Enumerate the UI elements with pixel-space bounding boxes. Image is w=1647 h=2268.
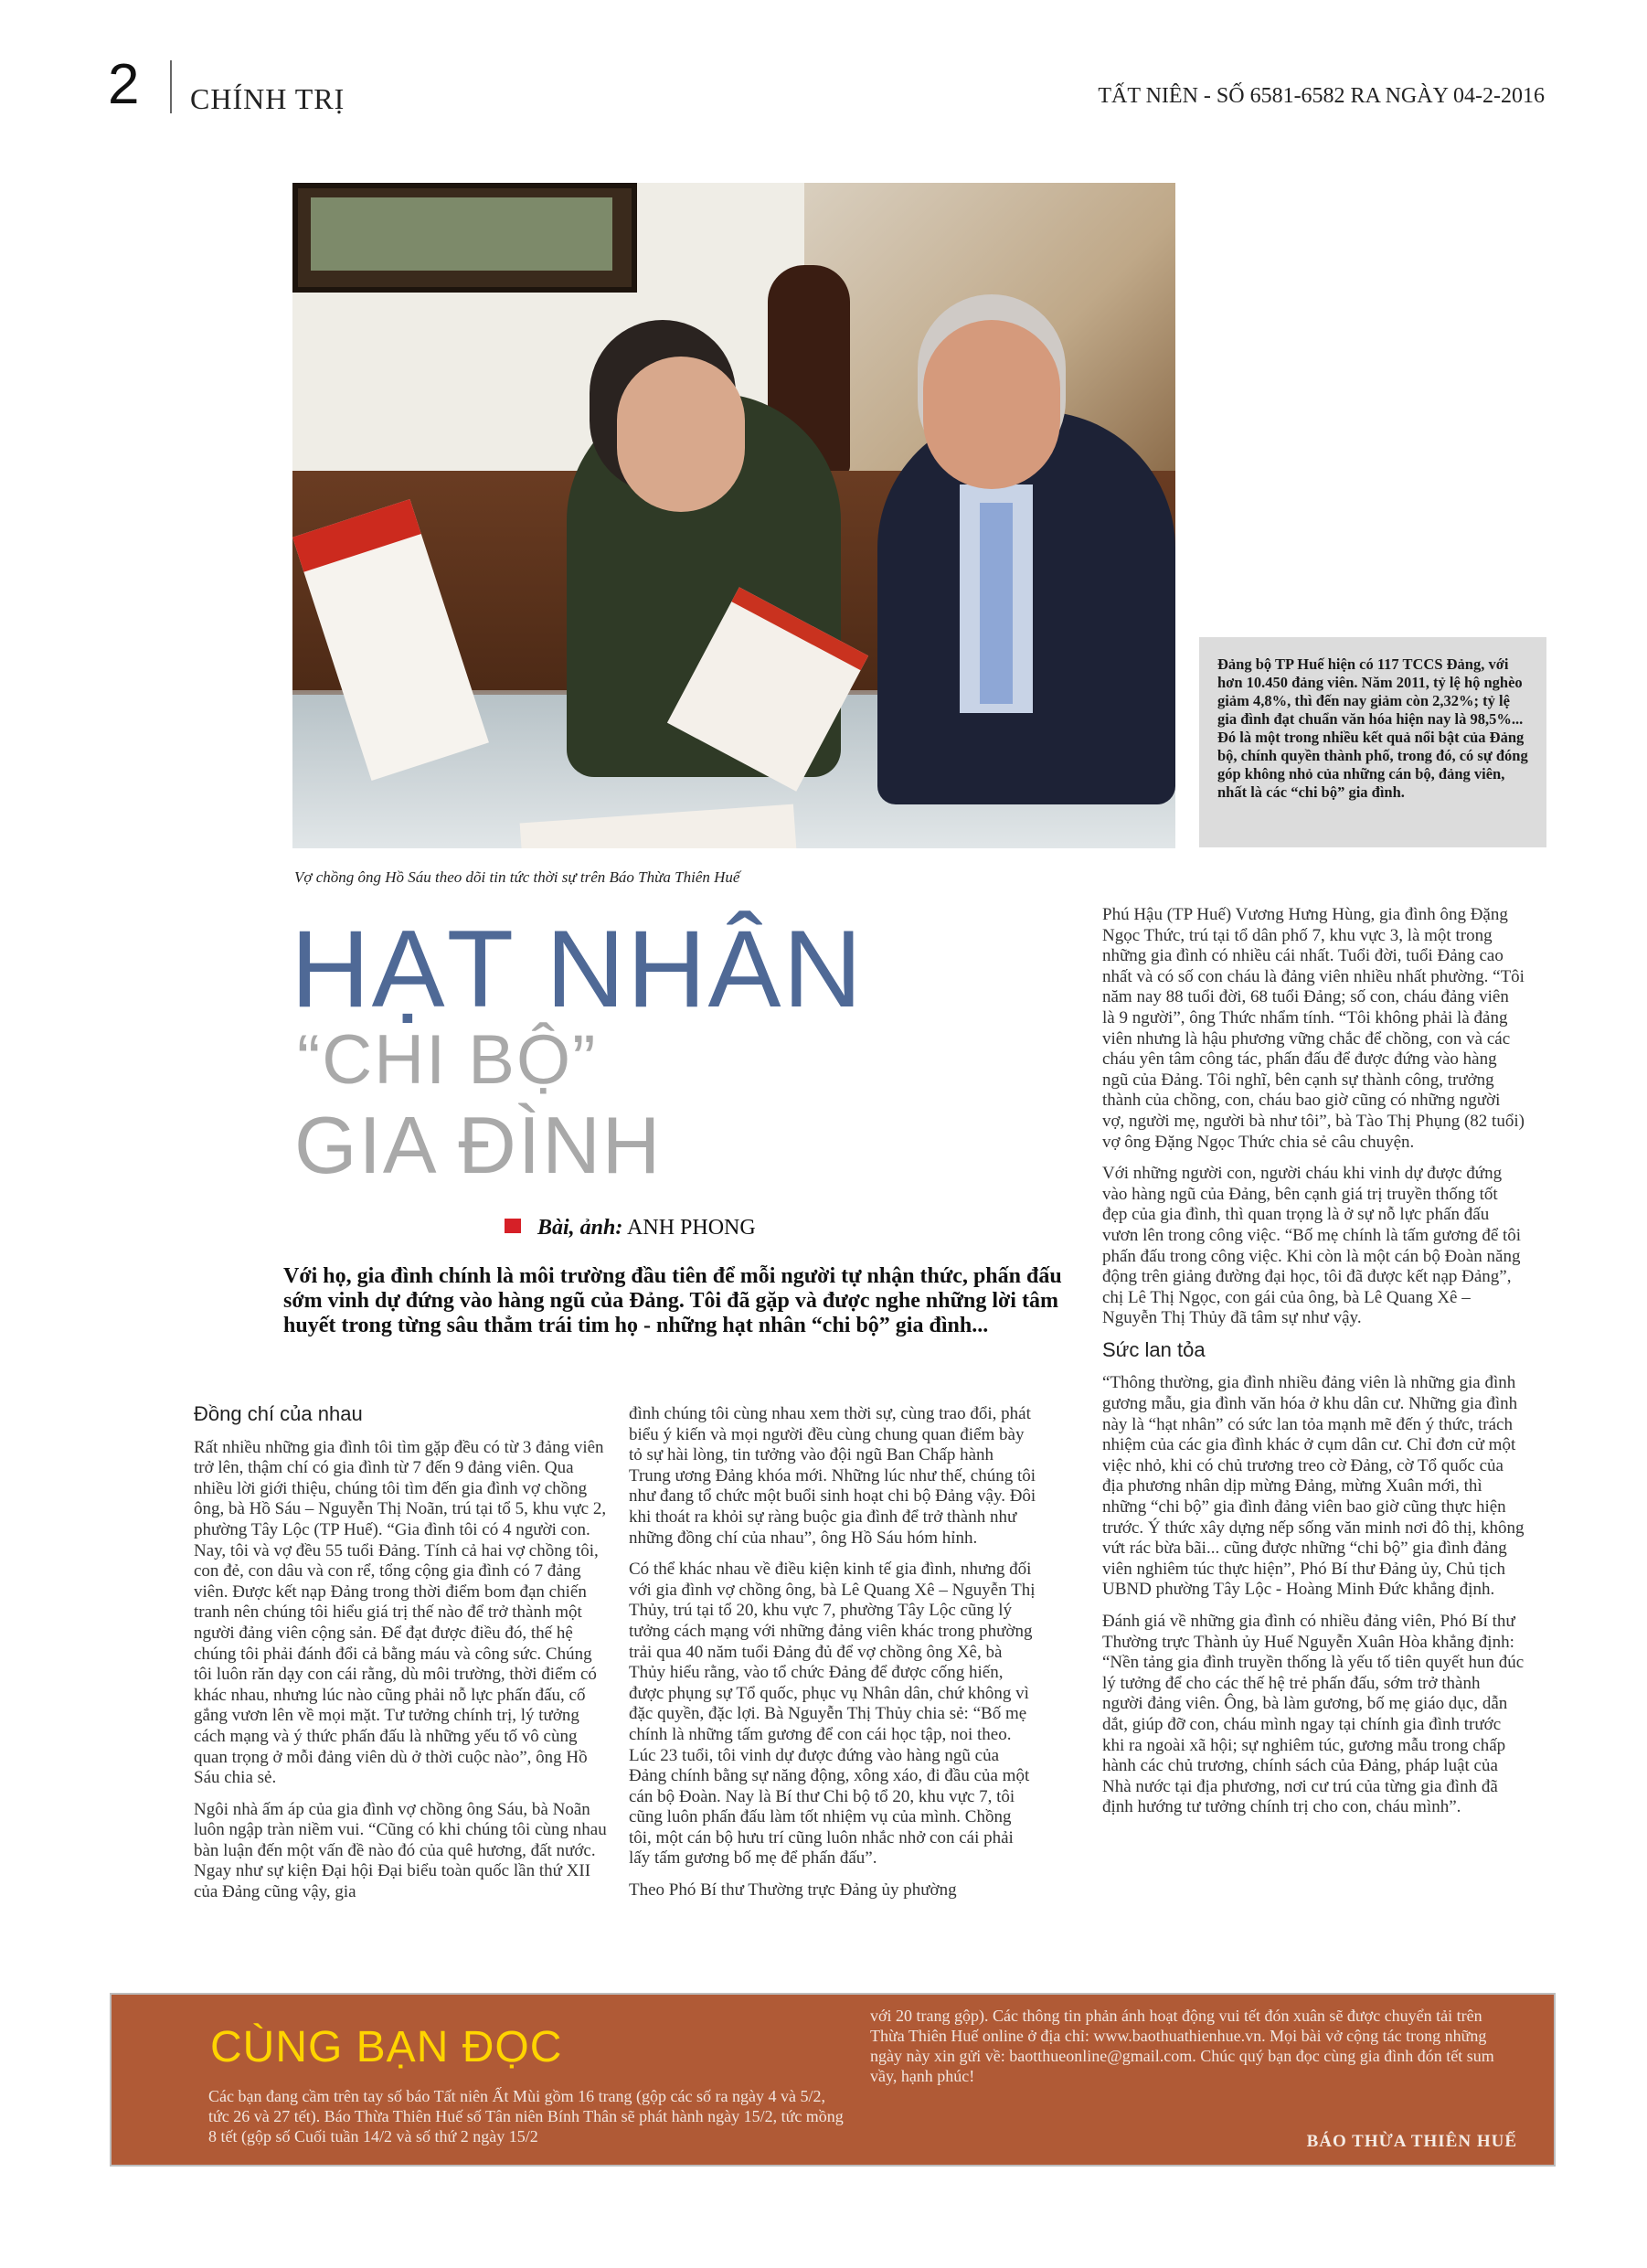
byline-prefix: Bài, ảnh: bbox=[537, 1216, 623, 1240]
paragraph: Theo Phó Bí thư Thường trực Đảng ủy phường bbox=[629, 1880, 957, 1901]
text-column-3 bbox=[1102, 905, 1525, 1829]
reader-box-text-right: với 20 trang gộp). Các thông tin phản ánh hoạt động vui tết đón xuân sẽ được chuyển tải trên Thừa Thiên Huế online ở địa chỉ: www.baothuathienhue.vn. Mọi bài vở cộng tác trong những ngày này xin gửi về: baotthueonline@gmail.com. Chúc quý bạn đọc cùng gia đình đón tết sum vầy, hạnh phúc! bbox=[870, 2007, 1494, 2085]
text-column-2 bbox=[629, 1404, 1038, 1912]
headline-line2: “CHI BỘ” bbox=[297, 1021, 598, 1099]
paragraph: đình chúng tôi cùng nhau xem thời sự, cùng trao đổi, phát biểu ý kiến và mọi người đều cùng chung quan điểm bày tỏ sự hài lòng, tin tưởng vào đội ngũ Ban Chấp hành Trung ương Đảng khóa mới. Những lúc như thế, chúng tôi như đang tổ chức một buổi sinh hoạt chi bộ Đảng vậy. Đôi khi thoát ra khỏi sự ràng buộc gia đình để trở thành như những đồng chí của nhau”, ông Hồ Sáu hóm hỉnh. bbox=[629, 1404, 1036, 1548]
headline-line1: HẠT NHÂN bbox=[291, 908, 865, 1030]
text-column-1 bbox=[194, 1404, 607, 1914]
subheading: Sức lan tỏa bbox=[1102, 1337, 1206, 1361]
reader-box-title: CÙNG BẠN ĐỌC bbox=[210, 2023, 563, 2071]
info-box: Đảng bộ TP Huế hiện có 117 TCCS Đảng, với hơn 10.450 đảng viên. Năm 2011, tỷ lệ hộ nghèo giảm 4,8%, thì đến nay giảm còn 2,32%; tỷ lệ gia đình đạt chuẩn văn hóa hiện nay là 98,5%... Đó là một trong nhiều kết quả nổi bật của Đảng bộ, chính quyền thành phố, trong đó, có sự đóng góp không nhỏ của những cán bộ, đảng viên, nhất là các “chi bộ” gia đình. bbox=[1199, 637, 1546, 847]
page-number: 2 bbox=[108, 53, 140, 116]
issue-info: TẤT NIÊN - SỐ 6581-6582 RA NGÀY 04-2-2016 bbox=[1098, 84, 1545, 108]
paragraph: “Thông thường, gia đình nhiều đảng viên là những gia đình gương mẫu, gia đình văn hóa ở khu dân cư. Những gia đình này là “hạt nhân” có sức lan tỏa mạnh mẽ đến ý thức, trách nhiệm của các gia đình khác ở cụm dân cư. Chỉ đơn cử một việc nhỏ, khi có chủ trương treo cờ Đảng, cờ Tổ quốc của địa phương nhân dịp mừng Đảng, mừng Xuân mới, thì những “chi bộ” gia đình đảng viên bao giờ cũng thực hiện trước. Ý thức xây dựng nếp sống văn minh nơi đô thị, không vứt rác bừa bãi... cũng được những “chi bộ” gia đình đảng viên nghiêm túc thực hiện”, Phó Bí thư Đảng ủy, Chủ tịch UBND phường Tây Lộc - Hoàng Minh Đức khẳng định. bbox=[1102, 1373, 1525, 1600]
paragraph: Rất nhiều những gia đình tôi tìm gặp đều có từ 3 đảng viên trở lên, thậm chí có gia đình từ 7 đến 9 đảng viên. Qua nhiều lời giới thiệu, chúng tôi tìm đến gia đình vợ chồng ông, bà Hồ Sáu – Nguyễn Thị Noãn, trú tại tổ 5, khu vực 2, phường Tây Lộc (TP Huế). “Gia đình tôi có 4 người con. Nay, tôi và vợ đều 55 tuổi Đảng. Tính cả hai vợ chồng tôi, con đẻ, con dâu và con rể, tổng cộng gia đình có 7 đảng viên. Được kết nạp Đảng trong thời điểm bom đạn chiến tranh nên chúng tôi hiểu giá trị thế nào để trở thành một người đảng viên cộng sản. Để đạt được điều đó, thế hệ chúng tôi phải đánh đổi cả bằng máu và công sức. Chúng tôi luôn răn dạy con cái rằng, dù môi trường, thời điểm có khác nhau, nhưng lúc nào cũng phải nỗ lực phấn đấu, cố gắng vươn lên về mọi mặt. Tư tưởng chính trị, lý tưởng cách mạng và ý thức phấn đấu là những yếu tố vô cùng quan trọng ở mỗi đảng viên dù ở thời cuộc nào”, ông Hồ Sáu chia sẻ. bbox=[194, 1437, 607, 1788]
paragraph: Phú Hậu (TP Huế) Vương Hưng Hùng, gia đình ông Đặng Ngọc Thức, trú tại tổ dân phố 7, khu vực 3, là một trong những gia đình có nhiều cái nhất. Tuổi đời, tuổi Đảng cao nhất và có số con cháu là đảng viên nhiều nhất phường. “Tôi năm nay 88 tuổi đời, 68 tuổi Đảng; số con, cháu đảng viên là 9 người”, ông Thức nhẩm tính. “Tôi không phải là đảng viên nhưng là hậu phương vững chắc để chồng, con và các cháu yên tâm công tác, phấn đấu để được đứng vào hàng ngũ của Đảng. Tôi nghĩ, bên cạnh sự thành công, trưởng thành của chồng, con, cháu bao giờ cũng có những người vợ, người mẹ, người bà như tôi”, bà Tào Thị Phụng (82 tuổi) vợ ông Đặng Ngọc Thức chia sẻ câu chuyện. bbox=[1102, 905, 1525, 1152]
photo-wall-frame bbox=[292, 183, 637, 293]
photo-woman-head bbox=[617, 357, 745, 512]
paragraph: Đánh giá về những gia đình có nhiều đảng viên, Phó Bí thư Thường trực Thành ủy Huế Nguyễn Xuân Hòa khẳng định: “Nền tảng gia đình truyền thống là yếu tố tiên quyết hun đúc lý tưởng để cho các thế hệ trẻ phấn đấu, sớm trở thành người đảng viên. Ông, bà làm gương, bố mẹ giáo dục, dẫn dắt, giúp đỡ con, cháu mình ngay tại chính gia đình trước khi ra ngoài xã hội; sự nghiêm túc, gương mẫu trong chấp hành các chủ trương, chính sách của Đảng, pháp luật của Nhà nước tại địa phương, nơi cư trú của từng gia đình đã định hướng tư tưởng chính trị cho con, cháu mình”. bbox=[1102, 1612, 1525, 1817]
byline-marker-icon bbox=[505, 1219, 521, 1233]
photo-caption: Vợ chồng ông Hồ Sáu theo dõi tin tức thời sự trên Báo Thừa Thiên Huế bbox=[294, 868, 740, 886]
byline-author: ANH PHONG bbox=[622, 1216, 756, 1240]
photo-man-head bbox=[923, 320, 1060, 489]
byline bbox=[505, 1216, 756, 1240]
reader-notice-box bbox=[110, 1993, 1556, 2167]
subheading: Đồng chí của nhau bbox=[194, 1402, 363, 1425]
paragraph: Ngôi nhà ấm áp của gia đình vợ chồng ông Sáu, bà Noãn luôn ngập tràn niềm vui. “Cũng có khi chúng tôi cùng nhau bàn luận đến một vấn đề nào đó của quê hương, đất nước. Ngay như sự kiện Đại hội Đại biểu toàn quốc lần thứ XII của Đảng cũng vậy, gia bbox=[194, 1799, 607, 1902]
paragraph: Với những người con, người cháu khi vinh dự được đứng vào hàng ngũ của Đảng, bên cạnh giá trị truyền thống tốt đẹp của gia đình, thì quan trọng là ở sự nỗ lực phấn đấu vươn lên trong công việc. “Bố mẹ chính là tấm gương để tôi phấn đấu trong công việc. Khi còn là một cán bộ Đoàn năng động trên giảng đường đại học, tôi đã được kết nạp Đảng”, chị Lê Thị Ngọc, con gái của ông, bà Lê Quang Xê – Nguyễn Thị Thủy đã tâm sự như vậy. bbox=[1102, 1164, 1522, 1328]
headline-line3: GIA ĐÌNH bbox=[294, 1100, 663, 1190]
section-title: CHÍNH TRỊ bbox=[190, 82, 345, 115]
header-divider bbox=[170, 60, 172, 113]
reader-box-text-left: Các bạn đang cầm trên tay số báo Tất niên Ất Mùi gồm 16 trang (gộp các số ra ngày 4 và 5/2, tức 26 và 27 tết). Báo Thừa Thiên Huế số Tân niên Bính Thân sẽ phát hành ngày 15/2, tức mồng 8 tết (gộp số Cuối tuần 14/2 và số thứ 2 ngày 15/2 bbox=[208, 2087, 844, 2146]
reader-box-signature: BÁO THỪA THIÊN HUẾ bbox=[1306, 2132, 1517, 2151]
photo-man-tie bbox=[980, 503, 1013, 704]
lead-paragraph: Với họ, gia đình chính là môi trường đầu tiên để mỗi người tự nhận thức, phấn đấu sớm vinh dự đứng vào hàng ngũ của Đảng. Tôi đã gặp và được nghe những lời tâm huyết trong từng sâu thẳm trái tim họ - những hạt nhân “chi bộ” gia đình... bbox=[283, 1264, 1062, 1337]
article-photo bbox=[292, 183, 1175, 848]
paragraph: Có thể khác nhau về điều kiện kinh tế gia đình, nhưng đối với gia đình vợ chồng ông, bà Lê Quang Xê – Nguyễn Thị Thủy, trú tại tổ 20, khu vực 7, phường Tây Lộc cũng lý tưởng cách mạng với những đảng viên khác trong phường trải qua 40 năm tuổi Đảng đủ để vợ chồng ông Xê, bà Thủy hiểu rằng, vào tổ chức Đảng để được cống hiến, được phụng sự Tổ quốc, phục vụ Nhân dân, chứ không vì đặc quyền, đặc lợi. Bà Nguyễn Thị Thủy chia sẻ: “Bố mẹ chính là những tấm gương để con cái học tập, noi theo. Lúc 23 tuổi, tôi vinh dự được đứng vào hàng ngũ của Đảng chính bằng sự năng động, xông xáo, đi đầu của một cán bộ Đoàn. Nay là Bí thư Chi bộ tổ 20, khu vực 7, tôi cũng luôn phấn đấu làm tốt nhiệm vụ của mình. Chồng tôi, một cán bộ hưu trí cũng luôn nhắc nhở con cái phải lấy tấm gương bố mẹ để phấn đấu”. bbox=[629, 1560, 1036, 1869]
